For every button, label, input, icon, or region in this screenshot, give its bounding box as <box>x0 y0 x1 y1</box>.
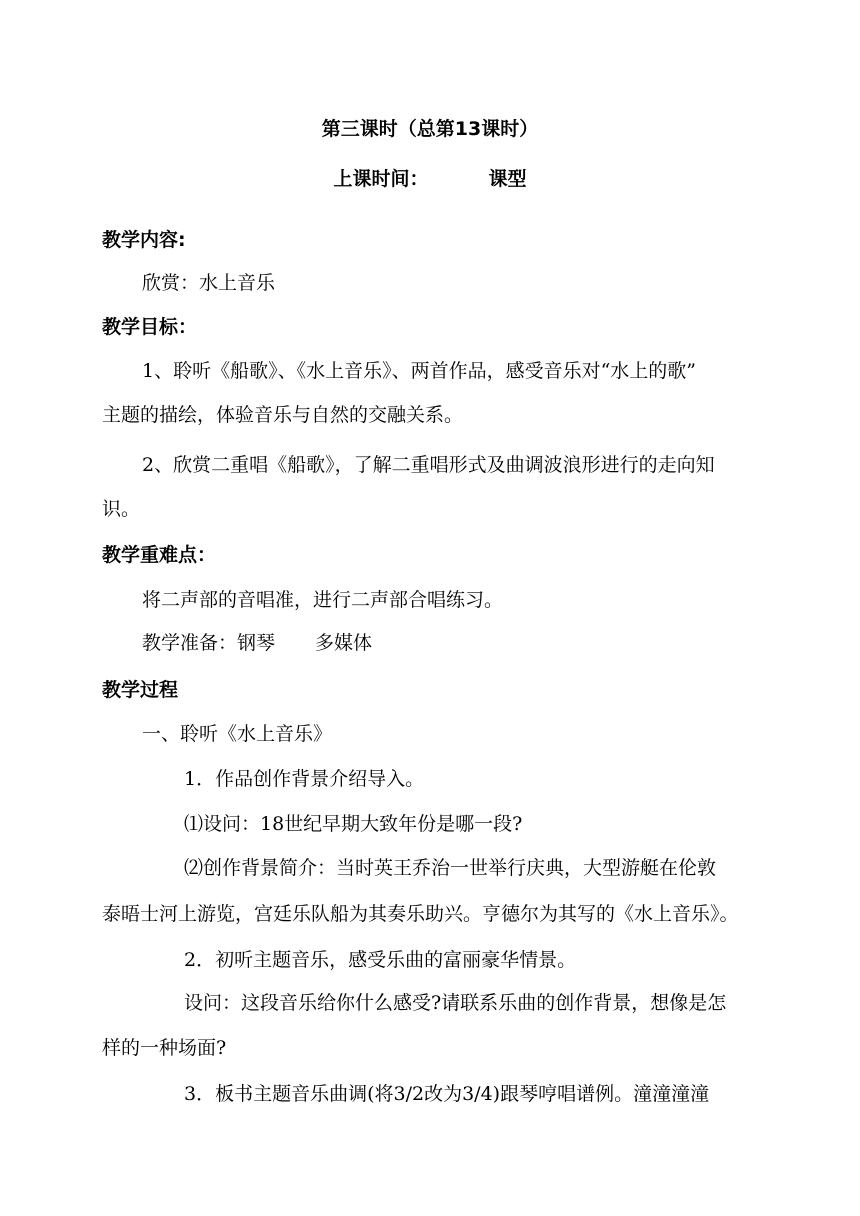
lesson-type-label: 课型 <box>488 168 527 190</box>
process-step-2: 2．初听主题音乐，感受乐曲的富丽豪华情景。 <box>184 949 577 971</box>
prep-label: 教学准备：钢琴 <box>142 632 276 654</box>
process-question-3-line-1: 设问：这段音乐给你什么感受?请联系乐曲的创作背景，想像是怎 <box>184 992 727 1014</box>
difficulty-heading: 教学重难点： <box>102 544 217 566</box>
difficulty-text: 将二声部的音唱准，进行二声部合唱练习。 <box>142 589 504 611</box>
process-section-1: 一、聆听《水上音乐》 <box>142 723 333 745</box>
lesson-title: 第三课时（总第13课时） <box>321 118 539 140</box>
teaching-goals-heading: 教学目标： <box>102 316 198 338</box>
process-step-1: 1．作品创作背景介绍导入。 <box>184 768 425 790</box>
goal-2-line-2: 识。 <box>102 498 141 520</box>
teaching-content-heading: 教学内容: <box>102 229 186 251</box>
process-heading: 教学过程 <box>102 679 179 701</box>
process-question-2-line-2: 泰晤士河上游览，宫廷乐队船为其奏乐助兴。亨德尔为其写的《水上音乐》。 <box>102 903 739 925</box>
process-question-1: ⑴设问：18世纪早期大致年份是哪一段? <box>184 813 523 835</box>
process-question-3-line-2: 样的一种场面? <box>102 1037 227 1059</box>
teaching-prep <box>142 631 372 655</box>
class-time-label: 上课时间： <box>333 168 429 190</box>
goal-1-line-2: 主题的描绘，体验音乐与自然的交融关系。 <box>102 404 464 426</box>
prep-item-multimedia: 多媒体 <box>315 632 373 654</box>
lesson-meta-line <box>0 167 860 191</box>
process-question-2-line-1: ⑵创作背景简介：当时英王乔治一世举行庆典，大型游艇在伦敦 <box>184 857 717 879</box>
goal-1-line-1: 1、聆听《船歌》、《水上音乐》、两首作品，感受音乐对“水上的歌” <box>142 360 697 382</box>
teaching-content-text: 欣赏：水上音乐 <box>142 272 276 294</box>
goal-2-line-1: 2、欣赏二重唱《船歌》，了解二重唱形式及曲调波浪形进行的走向知 <box>142 454 715 476</box>
process-step-3: 3．板书主题音乐曲调(将3/2改为3/4)跟琴哼唱谱例。潼潼潼潼 <box>184 1083 710 1105</box>
